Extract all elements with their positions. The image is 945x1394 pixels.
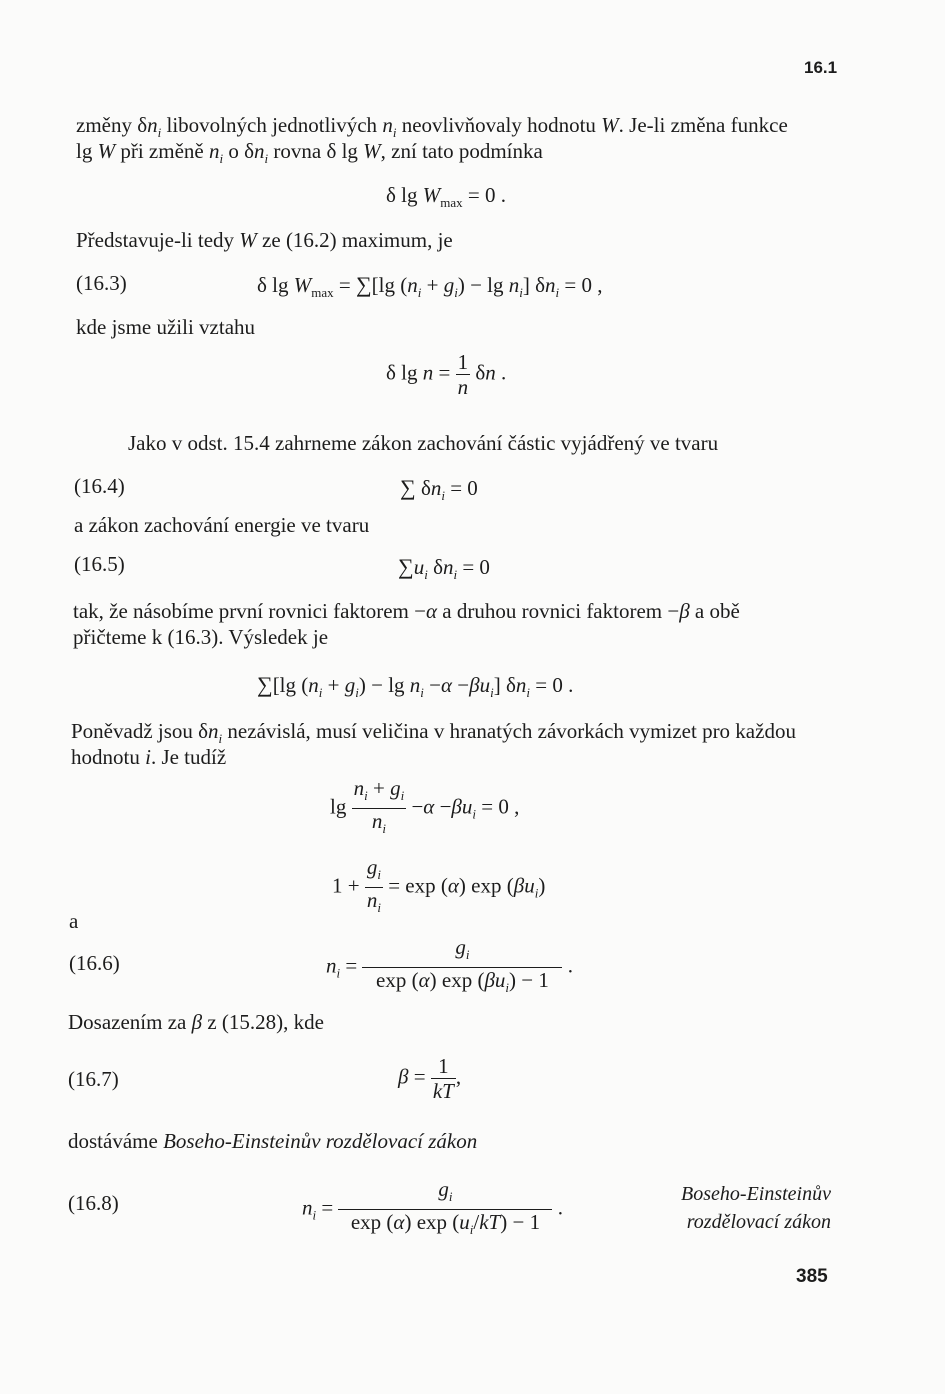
equation-number: (16.8): [68, 1191, 119, 1215]
equation-number: (16.4): [74, 474, 125, 498]
equation-16-4: ∑ $\delta n_i = 0$: [400, 475, 478, 503]
paragraph-line: dostáváme Boseho-Einsteinův rozdělovací zákon: [68, 1129, 478, 1153]
margin-note: Boseho-Einsteinův rozdělovací zákon: [681, 1183, 831, 1233]
paragraph-line: Jako v odst. 15.4 zahrneme zákon zachování částic vyjádřený ve tvaru: [128, 431, 719, 455]
section-number: 16.1: [804, 58, 838, 77]
equation-number: (16.5): [74, 552, 125, 576]
equation-number: (16.7): [68, 1067, 119, 1091]
equation-lgn: δ lg n = $\frac{1}{n}$ δn .: [386, 350, 507, 399]
paragraph-line: lg W při změně $n_i$ o $\delta n_i$ rovna δ lg W, zní tato podmínka: [76, 139, 543, 166]
equation-16-5: $\sum u_i$ $\delta n_i = 0$: [398, 554, 490, 582]
paragraph-line: hodnotu i. Je tudíž: [71, 745, 227, 769]
equation-16-7: β = $\frac{1}{kT}$ ,: [398, 1054, 462, 1103]
paragraph-line: kde jsme užili vztahu: [76, 315, 256, 339]
page-number: 385: [796, 1266, 828, 1287]
paragraph-line: Představuje-li tedy W ze (16.2) maximum, je: [76, 228, 453, 252]
equation-wmax: δ $\lg W_{max} = 0$ .: [386, 183, 506, 210]
equation-combined: ∑[lg $(n_i + g_i) - \lg n_i -\alpha -\beta u_i$] $\delta n_i = 0$ .: [257, 672, 574, 700]
paragraph-line: změny $\delta n_i$ libovolných jednotlivých $n_i$ neovlivňovaly hodnotu W. Je-li změna funkce: [76, 113, 788, 140]
paragraph-line: a zákon zachování energie ve tvaru: [74, 513, 370, 537]
paragraph-line: Poněvadž jsou $\delta n_i$ nezávislá, musí veličina v hranatých závorkách vymizet pro každou: [71, 719, 796, 746]
paragraph-line: a: [69, 909, 79, 933]
equation-exp: 1 + $\frac{g_i}{n_i}$ = exp (α) $\exp (\beta u_i)$: [332, 855, 546, 915]
paragraph-line: přičteme k (16.3). Výsledek je: [73, 625, 329, 649]
paragraph-line: tak, že násobíme první rovnici faktorem −α a druhou rovnici faktorem −β a obě: [73, 599, 740, 623]
equation-16-6: $n_i$ = $\frac{g_i}{\exp (\alpha) \exp (\beta u_i) - 1}$ .: [326, 935, 573, 995]
paragraph-line: Dosazením za β z (15.28), kde: [68, 1010, 324, 1034]
equation-16-8: $n_i$ = $\frac{g_i}{\exp (\alpha) \exp (u_i/kT) - 1}$ .: [302, 1177, 563, 1237]
equation-number: (16.3): [76, 271, 127, 295]
equation-number: (16.6): [69, 951, 120, 975]
equation-16-3: δ $\lg W_{max} = \sum[\lg$ $(n_i + g_i) - \lg n_i$] $\delta n_i = 0$ ,: [257, 272, 603, 300]
equation-lg-fraction: lg $\frac{n_i + g_i}{n_i}$ $-\alpha -\beta u_i = 0$ ,: [330, 776, 520, 836]
